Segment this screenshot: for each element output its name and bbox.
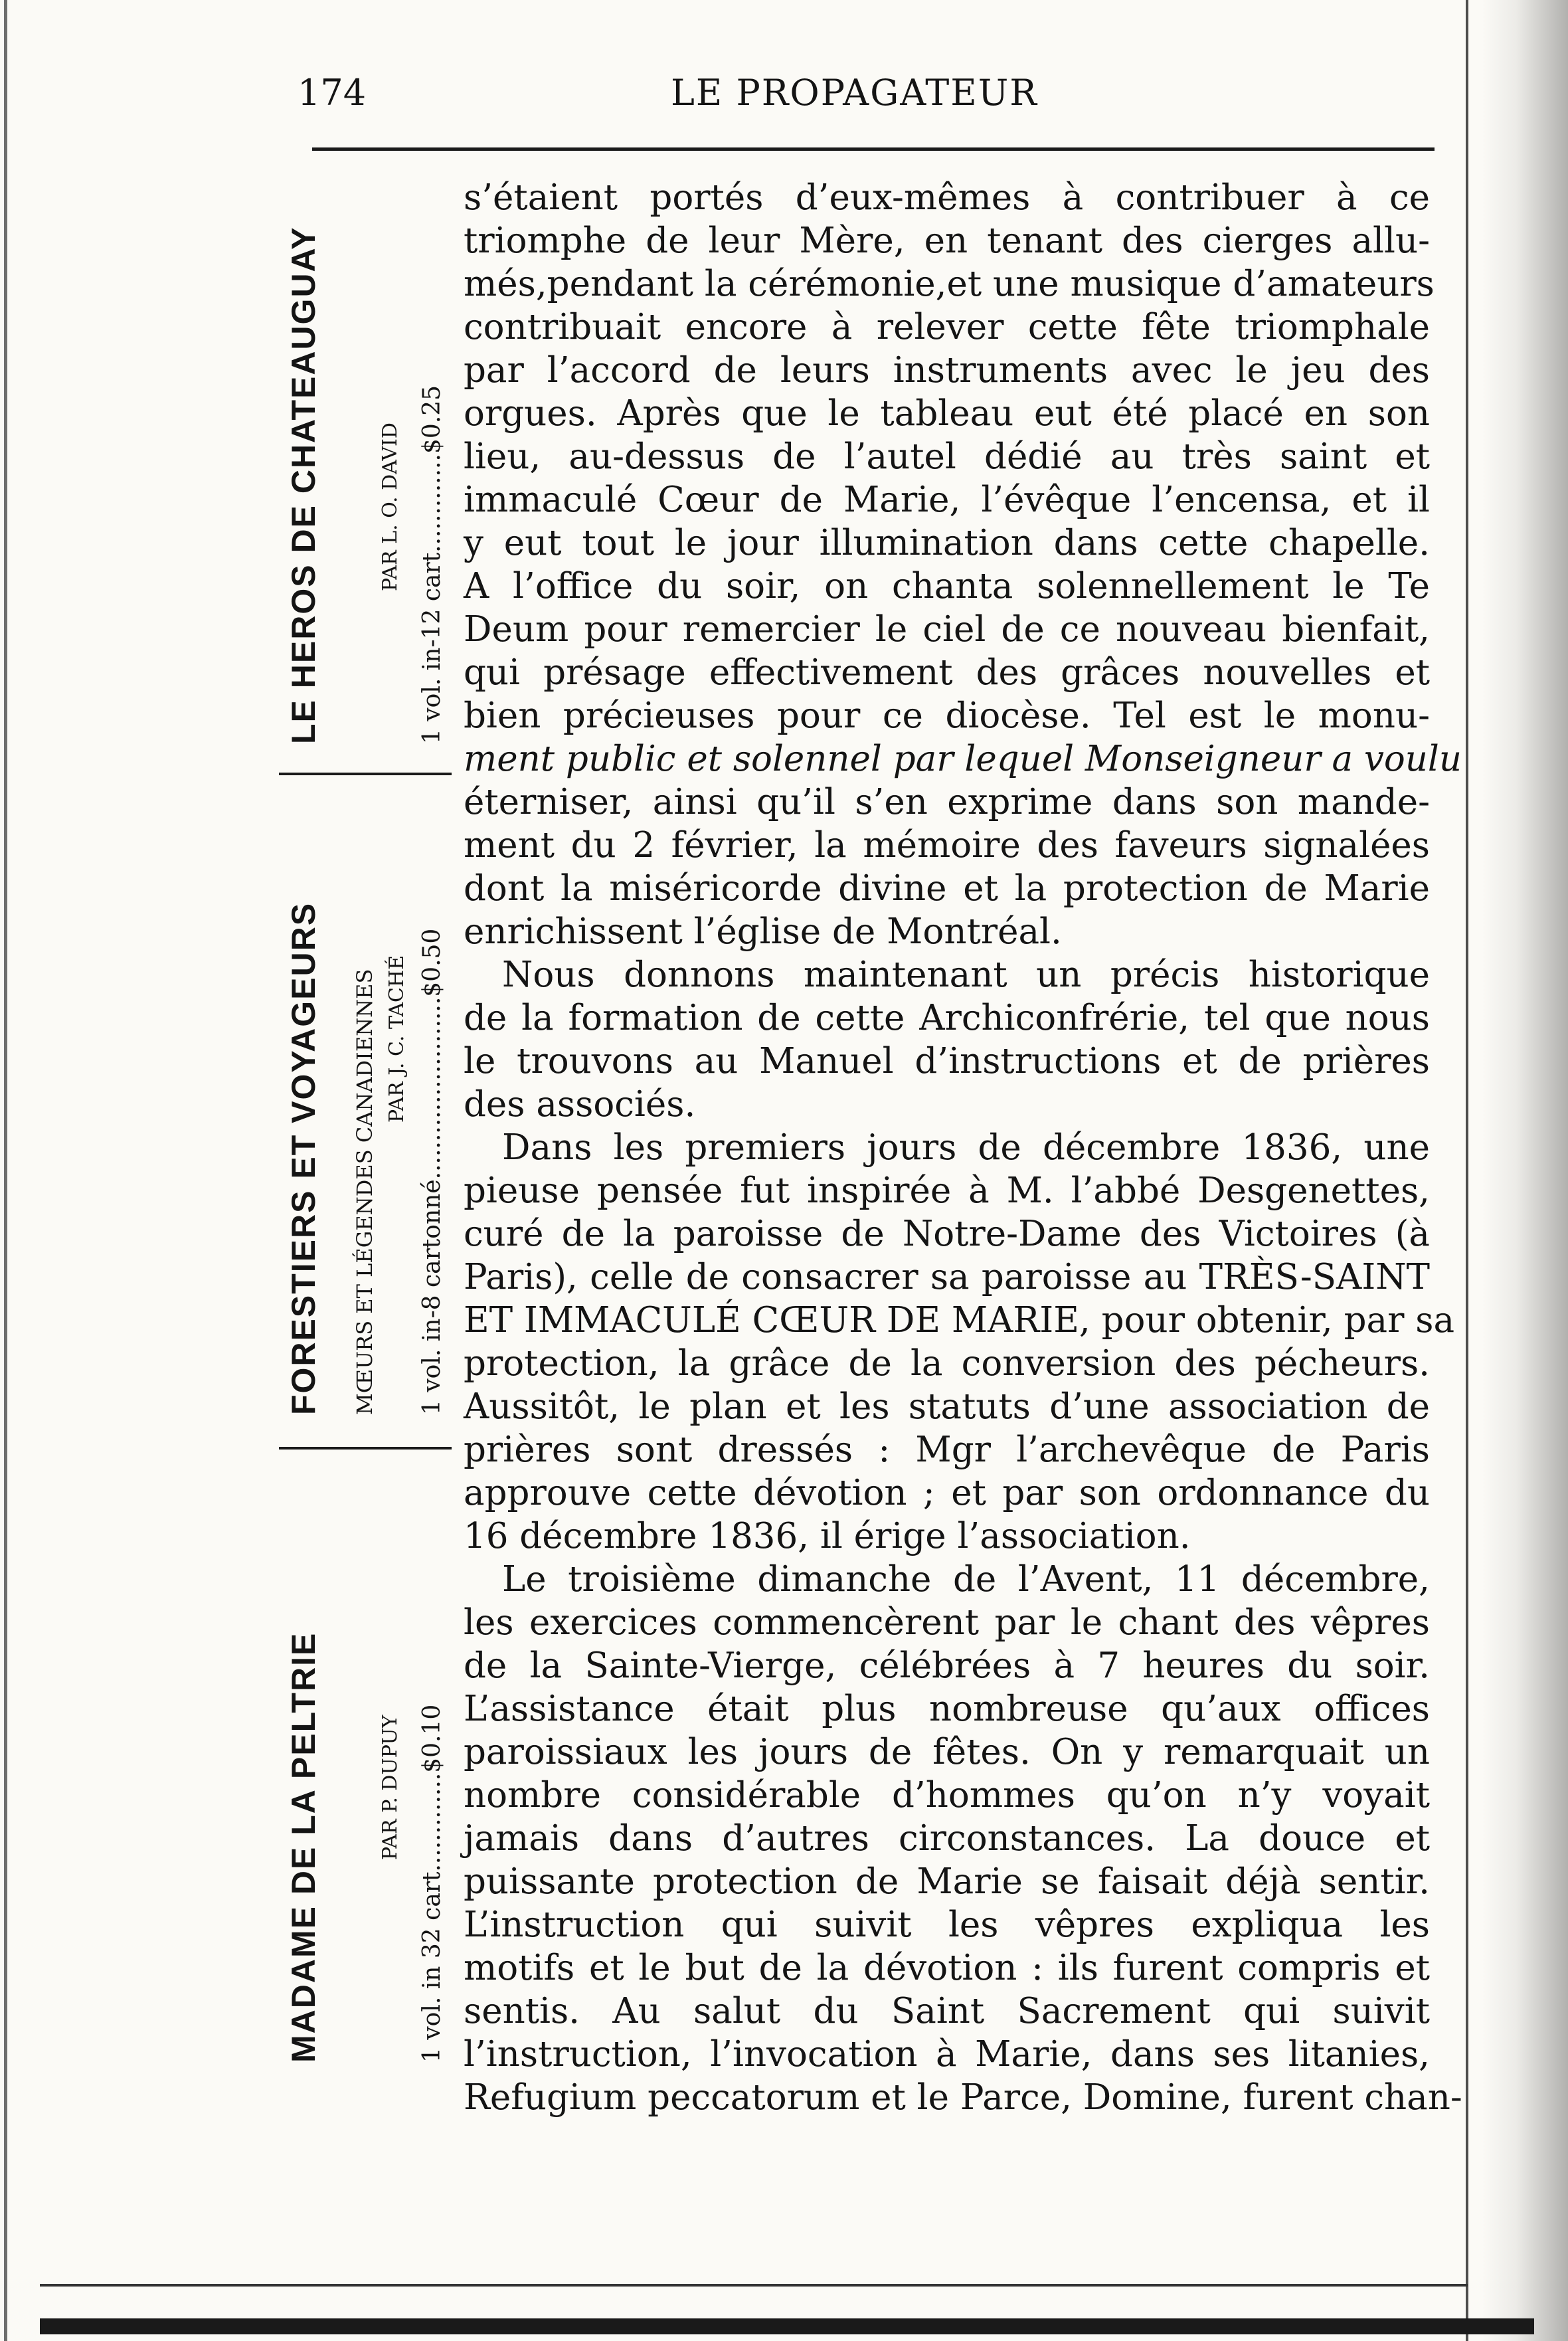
text-line: enrichissent l’église de Montréal. [464,911,1062,952]
scan-edge-left [4,0,7,2341]
text-line: contribuait encore à relever cette fête triomphale [464,307,1430,347]
text-line: de la formation de cette Archiconfrérie, tel que nous [464,998,1430,1038]
ad-volume-chateauguay: 1 vol. in-12 cart.............$0.25 [418,385,446,744]
text-line: pieuse pensée fut inspirée à M. l’abbé Desgenettes, [464,1170,1430,1211]
text-line: nombre considérable d’hommes qu’on n’y voyait [464,1775,1430,1816]
ad-separator [279,1447,452,1450]
text-line: les exercices commencèrent par le chant des vêpres [464,1602,1430,1643]
text-line: y eut tout le jour illumination dans cette chapelle. [464,523,1430,563]
text-line: jamais dans d’autres circonstances. La douce et [464,1818,1430,1859]
text-line: orgues. Après que le tableau eut été placé en son [464,393,1430,434]
text-line: triomphe de leur Mère, en tenant des cierges allu- [464,221,1430,261]
text-line: ment du 2 février, la mémoire des faveurs signalées [464,825,1430,866]
ad-volume-peltrie: 1 vol. in 32 cart.............$0.10 [418,1704,446,2063]
text-line: Aussitôt, le plan et les statuts d’une association de [464,1386,1430,1427]
text-line: Refugium peccatorum et le Parce, Domine, furent chan- [464,2077,1462,2118]
text-line: motifs et le but de la dévotion : ils furent compris et [464,1948,1430,1988]
text-line: l’instruction, l’invocation à Marie, dans ses litanies, [464,2034,1430,2075]
text-line: immaculé Cœur de Marie, l’évêque l’encensa, et il [464,480,1430,520]
ad-title-le-heros-de-chateauguay: LE HEROS DE CHATEAUGUAY [285,226,322,744]
ad-separator [279,773,452,775]
text-line: més,pendant la cérémonie,et une musique d’amateurs [464,264,1435,304]
text-line: ment public et solennel par lequel Monseigneur a voulu [464,739,1462,779]
text-line: le trouvons au Manuel d’instructions et de prières [464,1041,1430,1081]
scan-shadow [1482,0,1568,2341]
ad-title-forestiers-et-voyageurs: FORESTIERS ET VOYAGEURS [285,901,322,1415]
scan-edge-line [1466,0,1468,2341]
text-line: L’instruction qui suivit les vêpres expliqua les [464,1905,1430,1945]
ad-author-tache: PAR J. C. TACHÉ [385,955,408,1123]
text-line: qui présage effectivement des grâces nouvelles et [464,652,1430,693]
text-line: Nous donnons maintenant un précis historique [502,955,1430,995]
text-line: dont la miséricorde divine et la protection de Marie [464,868,1430,909]
ad-subtitle-moeurs-et-legendes: MŒURS ET LÉGENDES CANADIENNES [352,969,377,1415]
text-line: prières sont dressés : Mgr l’archevêque de Paris [464,1430,1430,1470]
text-line: 16 décembre 1836, il érige l’association. [464,1516,1191,1556]
ad-volume-forestiers: 1 vol. in-8 cartonné........................$0.50 [418,928,446,1415]
header-rule [312,147,1435,151]
running-head: LE PROPAGATEUR [671,72,1038,114]
bottom-rule [40,2284,1468,2287]
text-line: Dans les premiers jours de décembre 1836, une [502,1127,1430,1168]
text-line: ET IMMACULÉ CŒUR DE MARIE, pour obtenir, par sa [464,1300,1455,1341]
text-line: de la Sainte-Vierge, célébrées à 7 heures du soir. [464,1645,1430,1686]
text-line: paroissiaux les jours de fêtes. On y remarquait un [464,1732,1430,1772]
ad-author-david: PAR L. O. DAVID [379,422,402,591]
ad-author-dupuy: PAR P. DUPUY [379,1715,402,1860]
advertisement-sidebar [279,226,452,2073]
text-line: des associés. [464,1084,696,1125]
text-line: éterniser, ainsi qu’il s’en exprime dans son mande- [464,782,1430,822]
bottom-rule-thick [40,2318,1534,2334]
text-line: L’assistance était plus nombreuse qu’aux offices [464,1689,1430,1729]
text-line: bien précieuses pour ce diocèse. Tel est le monu- [464,696,1430,736]
text-line: approuve cette dévotion ; et par son ordonnance du [464,1473,1430,1513]
text-line: protection, la grâce de la conversion des pécheurs. [464,1343,1430,1384]
ad-title-madame-de-la-peltrie: MADAME DE LA PELTRIE [285,1632,322,2063]
text-line: curé de la paroisse de Notre-Dame des Victoires (à [464,1214,1430,1254]
text-line: par l’accord de leurs instruments avec le jeu des [464,350,1430,391]
text-line: puissante protection de Marie se faisait déjà sentir. [464,1861,1430,1902]
text-line: Deum pour remercier le ciel de ce nouveau bienfait, [464,609,1430,650]
text-line: sentis. Au salut du Saint Sacrement qui suivit [464,1991,1430,2031]
text-line: s’étaient portés d’eux-mêmes à contribuer à ce [464,177,1430,218]
text-line: A l’office du soir, on chanta solennellement le Te [464,566,1430,607]
page-number: 174 [298,72,367,114]
text-line: lieu, au-dessus de l’autel dédié au très saint et [464,436,1430,477]
text-line: Paris), celle de consacrer sa paroisse au TRÈS-SAINT [464,1257,1430,1297]
body-text [464,176,1462,2119]
text-line: Le troisième dimanche de l’Avent, 11 décembre, [502,1559,1430,1600]
